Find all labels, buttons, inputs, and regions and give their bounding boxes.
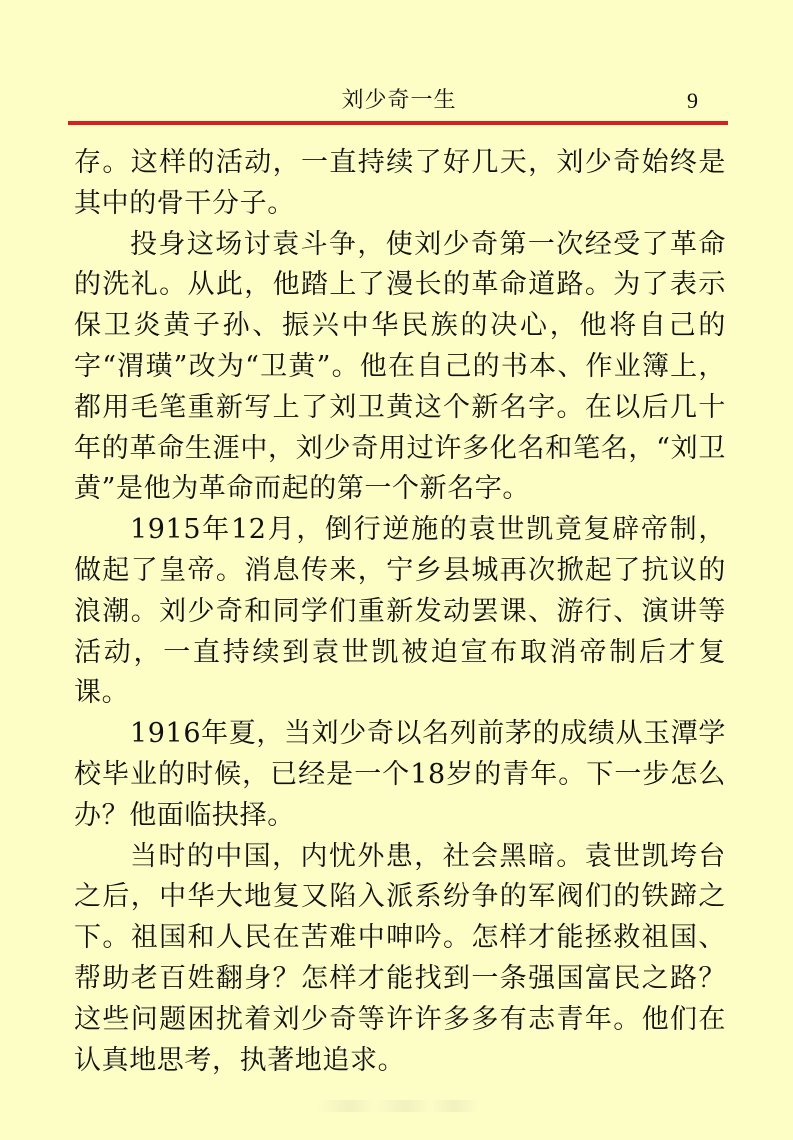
paragraph-4: 1916年夏，当刘少奇以名列前茅的成绩从玉潭学校毕业的时候，已经是一个18岁的青年。下一步怎么办？他面临抉择。 (74, 718, 726, 831)
footer-smudge (318, 1100, 478, 1112)
header-rule (68, 121, 728, 125)
paragraph-1: 存。这样的活动，一直持续了好几天，刘少奇始终是其中的骨干分子。 (74, 147, 726, 219)
body-text (74, 143, 726, 1081)
paragraph-2: 投身这场讨袁斗争，使刘少奇第一次经受了革命的洗礼。从此，他踏上了漫长的革命道路。为了表示保卫炎黄子孙、振兴中华民族的决心，他将自己的字“渭璜”改为“卫黄”。他在自己的书本、作业簿上，都用毛笔重新写上了刘卫黄这个新名字。在以后几十年的革命生涯中，刘少奇用过许多化名和笔名，“刘卫黄”是他为革命而起的第一个新名字。 (74, 228, 726, 505)
running-title: 刘少奇一生 (341, 88, 457, 113)
paragraph-5: 当时的中国，内忧外患，社会黑暗。袁世凯垮台之后，中华大地复又陷入派系纷争的军阀们的铁蹄之下。祖国和人民在苦难中呻吟。怎样才能拯救祖国、帮助老百姓翻身？怎样才能找到一条强国富民之路？这些问题困扰着刘少奇等许许多多有志青年。他们在认真地思考，执著地追求。 (74, 840, 726, 1076)
paragraph-3: 1915年12月，倒行逆施的袁世凯竟复辟帝制，做起了皇帝。消息传来，宁乡县城再次掀起了抗议的浪潮。刘少奇和同学们重新发动罢课、游行、演讲等活动，一直持续到袁世凯被迫宣布取消帝制后才复课。 (74, 514, 726, 709)
page-header (70, 86, 728, 120)
page-number: 9 (687, 88, 698, 113)
